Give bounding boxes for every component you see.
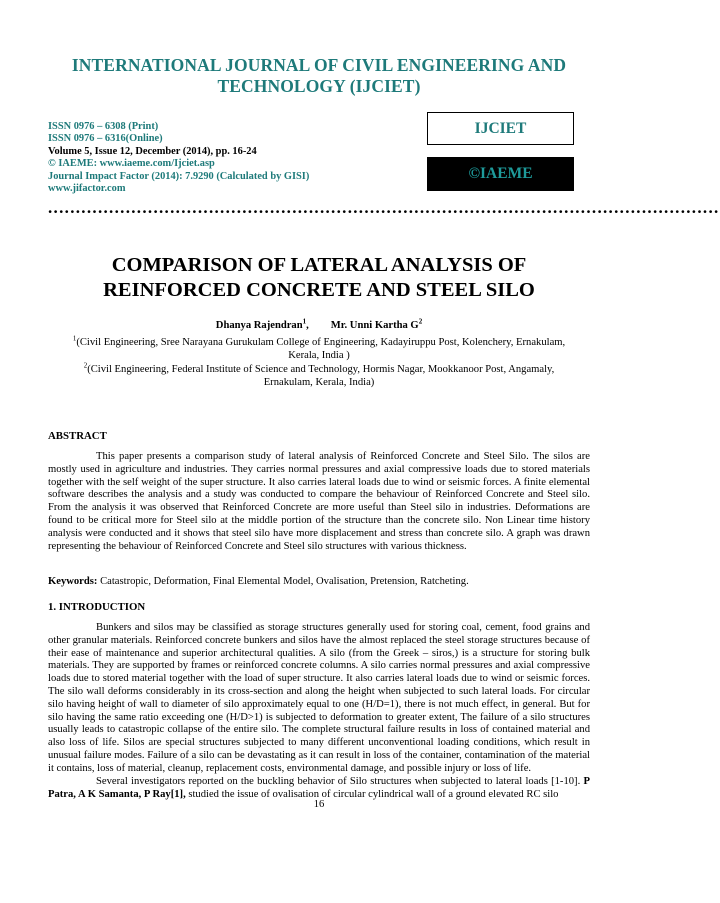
introduction-paragraph-1 — [48, 622, 590, 776]
intro-para1-text: Bunkers and silos may be classified as storage structures generally used for storing coal, cement, food grains and other granular materials. Reinforced concrete bunkers and silos have the almost replaced the steel storage structures because of their ease of maintenance and superior architectural qualities. A silo (from the Greek – siros,) is a structure for storing bulk materials. They are supported by frames or reinforced concrete columns. A silo carries normal pressures and axial compressive loads due to stored material together with the load of super structure. It also carries lateral loads due to wind or seismic forces. The silo wall deforms considerably in its cross-section and along the height when subjected to such lateral loads. For circular silo having height of wall to diameter of silo approximately equal to one (H/D=1), there is not much effect, in general. But for silo having the same ratio exceeding one (H/D>1) is subjected to deformation to greater extent, The failure of a silo structures usually leads to catastropic collapse of the entire silo. The complete structural failure results in loss of contained material and also loss of life. Silos are special structures subjected to many different unconventional loading conditions, which result in unusual failure modes. Failure of a silo can be devastating as it can result in loss of the container, contamination of the material it contains, loss of material, cleanup, replacement costs, environmental damage, and possible injury or loss of life. — [48, 622, 590, 774]
impact-factor: Journal Impact Factor (2014): 7.9290 (Calculated by GISI) — [48, 170, 310, 182]
abstract-heading: ABSTRACT — [48, 430, 107, 442]
iaeme-logo-box: ©IAEME — [427, 157, 574, 191]
introduction-paragraph-2 — [48, 776, 590, 802]
volume-info: Volume 5, Issue 12, December (2014), pp. 16-24 — [48, 145, 257, 157]
author-1: Dhanya Rajendran — [215, 320, 303, 331]
author-2-sup: 2 — [418, 317, 423, 326]
issn-online: ISSN 0976 – 6316(Online) — [48, 133, 163, 145]
paper-title-line2: REINFORCED CONCRETE AND STEEL SILO — [103, 279, 535, 301]
keywords-label: Keywords: — [48, 576, 98, 587]
intro-para2-pre: Several investigators reported on the buckling behavior of Silo structures when subjected to lateral loads [1-10]. — [96, 776, 584, 787]
author-separator: , — [306, 320, 309, 331]
intro-para2-post: studied the issue of ovalisation of circular cylindrical wall of a ground elevated RC silo — [185, 788, 559, 800]
journal-metadata — [48, 121, 388, 195]
abstract-body: This paper presents a comparison study of lateral analysis of Reinforced Concrete and Steel Silo. The silos are mostly used in agriculture and industries. They carries normal pressures and axial compressive loads due to stored materials together with the self weight of the super structure. It also carries lateral loads due to wind or seismic forces. A finite elemental software describes the analysis and a study was conducted to compare the behaviour of Reinforced Concrete and Steel silo. From the analysis it was observed that Reinforced Concrete are more useful than Steel silo in industries. Deformations are found to be critical more for Steel silo at the middle portion of the structure than the concrete silo. Non Linear time history analysis were conducted and it shows that steel silo have more displacement and stress than concrete silo. A graph was drawn representing the behaviour of Reinforced Concrete and Steel silo structures with various thickness. — [48, 451, 590, 552]
affiliation-1-line2: Kerala, India ) — [288, 349, 350, 361]
affiliation-2-sup: 2 — [83, 361, 88, 370]
affiliation-2-line1: (Civil Engineering, Federal Institute of Science and Technology, Hormis Nagar, Mookkanoor Post, Angamaly, — [87, 364, 555, 375]
paper-title — [60, 253, 578, 303]
page-number: 16 — [313, 799, 325, 810]
author-1-sup: 1 — [302, 317, 307, 326]
keywords-text: Catastropic, Deformation, Final Elemental Model, Ovalisation, Pretension, Ratcheting. — [97, 576, 469, 587]
author-list — [48, 317, 590, 331]
issn-print: ISSN 0976 – 6308 (Print) — [48, 121, 159, 132]
keywords-line — [48, 576, 590, 587]
ijciet-logo-box: IJCIET — [427, 112, 574, 145]
copyright-line: © IAEME: www.iaeme.com/Ijciet.asp — [48, 158, 215, 170]
dotted-divider: ......................................................................................................................... — [48, 198, 720, 217]
paper-title-line1: COMPARISON OF LATERAL ANALYSIS OF — [111, 254, 527, 276]
affiliation-1-sup: 1 — [72, 334, 77, 343]
affiliation-1-line1: (Civil Engineering, Sree Narayana Gurukulam College of Engineering, Kadayiruppu Post, Kolenchery, Ernakulam, — [76, 337, 566, 348]
affiliation-2 — [48, 361, 590, 389]
jifactor-site: www.jifactor.com — [48, 183, 126, 195]
intro-para2-citation: P Patra, A K Samanta, P Ray[1], — [48, 776, 590, 800]
journal-title-line2: TECHNOLOGY (IJCIET) — [217, 76, 421, 96]
affiliation-2-line2: Ernakulam, Kerala, India) — [263, 376, 375, 388]
affiliation-1 — [48, 334, 590, 362]
introduction-heading: 1. INTRODUCTION — [48, 601, 146, 613]
journal-title — [40, 55, 598, 97]
author-2: Mr. Unni Kartha G — [330, 320, 419, 331]
journal-title-line1: INTERNATIONAL JOURNAL OF CIVIL ENGINEERING AND — [71, 55, 567, 75]
abstract-text — [48, 451, 590, 553]
